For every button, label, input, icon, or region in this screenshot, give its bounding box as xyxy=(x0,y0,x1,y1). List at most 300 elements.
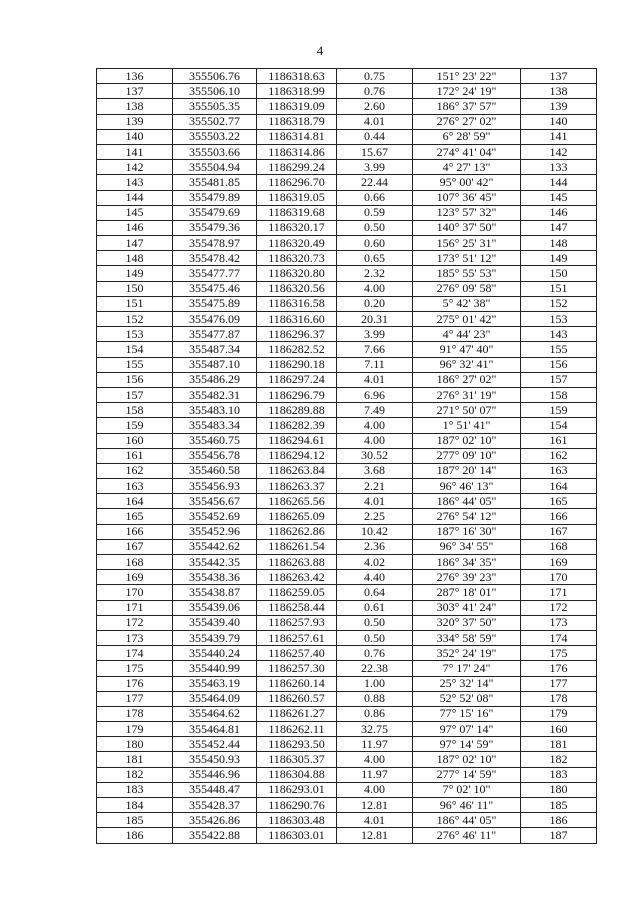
y-coordinate-cell: 1186257.30 xyxy=(257,661,337,676)
x-coordinate-cell: 355475.46 xyxy=(173,281,257,296)
table-row xyxy=(97,630,597,645)
bearing-cell: 186° 27' 02" xyxy=(413,372,521,387)
x-coordinate-cell: 355464.62 xyxy=(173,706,257,721)
x-coordinate-cell: 355464.81 xyxy=(173,722,257,737)
distance-cell: 3.99 xyxy=(337,327,413,342)
bearing-cell: 334° 58' 59" xyxy=(413,630,521,645)
distance-cell: 0.66 xyxy=(337,190,413,205)
next-point-cell: 155 xyxy=(521,342,597,357)
distance-cell: 4.00 xyxy=(337,433,413,448)
y-coordinate-cell: 1186299.24 xyxy=(257,160,337,175)
y-coordinate-cell: 1186314.81 xyxy=(257,129,337,144)
point-number-cell: 157 xyxy=(97,387,173,402)
distance-cell: 15.67 xyxy=(337,144,413,159)
x-coordinate-cell: 355448.47 xyxy=(173,782,257,797)
table-row xyxy=(97,433,597,448)
table-row xyxy=(97,281,597,296)
next-point-cell: 166 xyxy=(521,509,597,524)
x-coordinate-cell: 355463.19 xyxy=(173,676,257,691)
bearing-cell: 1° 51' 41" xyxy=(413,418,521,433)
distance-cell: 0.61 xyxy=(337,600,413,615)
distance-cell: 4.02 xyxy=(337,555,413,570)
x-coordinate-cell: 355426.86 xyxy=(173,813,257,828)
point-number-cell: 163 xyxy=(97,479,173,494)
x-coordinate-cell: 355483.34 xyxy=(173,418,257,433)
distance-cell: 4.00 xyxy=(337,782,413,797)
table-row xyxy=(97,782,597,797)
y-coordinate-cell: 1186320.80 xyxy=(257,266,337,281)
distance-cell: 0.44 xyxy=(337,129,413,144)
distance-cell: 22.38 xyxy=(337,661,413,676)
x-coordinate-cell: 355487.10 xyxy=(173,357,257,372)
distance-cell: 3.68 xyxy=(337,463,413,478)
x-coordinate-cell: 355440.99 xyxy=(173,661,257,676)
point-number-cell: 162 xyxy=(97,463,173,478)
y-coordinate-cell: 1186290.18 xyxy=(257,357,337,372)
next-point-cell: 149 xyxy=(521,251,597,266)
point-number-cell: 161 xyxy=(97,448,173,463)
next-point-cell: 145 xyxy=(521,190,597,205)
distance-cell: 2.32 xyxy=(337,266,413,281)
point-number-cell: 170 xyxy=(97,585,173,600)
y-coordinate-cell: 1186303.48 xyxy=(257,813,337,828)
y-coordinate-cell: 1186319.05 xyxy=(257,190,337,205)
distance-cell: 0.50 xyxy=(337,220,413,235)
next-point-cell: 181 xyxy=(521,737,597,752)
bearing-cell: 186° 34' 35" xyxy=(413,555,521,570)
distance-cell: 12.81 xyxy=(337,798,413,813)
bearing-cell: 276° 09' 58" xyxy=(413,281,521,296)
bearing-cell: 97° 07' 14" xyxy=(413,722,521,737)
y-coordinate-cell: 1186316.60 xyxy=(257,312,337,327)
y-coordinate-cell: 1186265.09 xyxy=(257,509,337,524)
distance-cell: 0.76 xyxy=(337,646,413,661)
y-coordinate-cell: 1186320.49 xyxy=(257,236,337,251)
table-row xyxy=(97,296,597,311)
y-coordinate-cell: 1186265.56 xyxy=(257,494,337,509)
y-coordinate-cell: 1186303.01 xyxy=(257,828,337,843)
distance-cell: 4.00 xyxy=(337,418,413,433)
distance-cell: 0.76 xyxy=(337,84,413,99)
point-number-cell: 177 xyxy=(97,691,173,706)
table-row xyxy=(97,372,597,387)
bearing-cell: 96° 34' 55" xyxy=(413,539,521,554)
x-coordinate-cell: 355452.69 xyxy=(173,509,257,524)
x-coordinate-cell: 355446.96 xyxy=(173,767,257,782)
table-row xyxy=(97,144,597,159)
bearing-cell: 7° 02' 10" xyxy=(413,782,521,797)
next-point-cell: 146 xyxy=(521,205,597,220)
point-number-cell: 159 xyxy=(97,418,173,433)
bearing-cell: 96° 46' 13" xyxy=(413,479,521,494)
bearing-cell: 274° 41' 04" xyxy=(413,144,521,159)
bearing-cell: 91° 47' 40" xyxy=(413,342,521,357)
y-coordinate-cell: 1186257.61 xyxy=(257,630,337,645)
distance-cell: 0.86 xyxy=(337,706,413,721)
x-coordinate-cell: 355503.66 xyxy=(173,144,257,159)
distance-cell: 30.52 xyxy=(337,448,413,463)
point-number-cell: 184 xyxy=(97,798,173,813)
table-row xyxy=(97,236,597,251)
point-number-cell: 172 xyxy=(97,615,173,630)
table-row xyxy=(97,737,597,752)
table-row xyxy=(97,539,597,554)
next-point-cell: 142 xyxy=(521,144,597,159)
y-coordinate-cell: 1186320.73 xyxy=(257,251,337,266)
table-row xyxy=(97,676,597,691)
x-coordinate-cell: 355456.93 xyxy=(173,479,257,494)
next-point-cell: 187 xyxy=(521,828,597,843)
bearing-cell: 140° 37' 50" xyxy=(413,220,521,235)
next-point-cell: 158 xyxy=(521,387,597,402)
table-row xyxy=(97,69,597,84)
x-coordinate-cell: 355439.40 xyxy=(173,615,257,630)
bearing-cell: 107° 36' 45" xyxy=(413,190,521,205)
x-coordinate-cell: 355503.22 xyxy=(173,129,257,144)
bearing-cell: 352° 24' 19" xyxy=(413,646,521,661)
distance-cell: 7.66 xyxy=(337,342,413,357)
point-number-cell: 141 xyxy=(97,144,173,159)
distance-cell: 2.36 xyxy=(337,539,413,554)
point-number-cell: 176 xyxy=(97,676,173,691)
x-coordinate-cell: 355479.69 xyxy=(173,205,257,220)
point-number-cell: 139 xyxy=(97,114,173,129)
next-point-cell: 148 xyxy=(521,236,597,251)
y-coordinate-cell: 1186319.68 xyxy=(257,205,337,220)
x-coordinate-cell: 355428.37 xyxy=(173,798,257,813)
x-coordinate-cell: 355439.79 xyxy=(173,630,257,645)
table-row xyxy=(97,828,597,843)
next-point-cell: 178 xyxy=(521,691,597,706)
bearing-cell: 303° 41' 24" xyxy=(413,600,521,615)
next-point-cell: 141 xyxy=(521,129,597,144)
x-coordinate-cell: 355477.87 xyxy=(173,327,257,342)
table-row xyxy=(97,691,597,706)
y-coordinate-cell: 1186296.70 xyxy=(257,175,337,190)
x-coordinate-cell: 355479.36 xyxy=(173,220,257,235)
y-coordinate-cell: 1186296.37 xyxy=(257,327,337,342)
bearing-cell: 95° 00' 42" xyxy=(413,175,521,190)
x-coordinate-cell: 355479.89 xyxy=(173,190,257,205)
next-point-cell: 177 xyxy=(521,676,597,691)
table-row xyxy=(97,114,597,129)
x-coordinate-cell: 355483.10 xyxy=(173,403,257,418)
point-number-cell: 186 xyxy=(97,828,173,843)
y-coordinate-cell: 1186289.88 xyxy=(257,403,337,418)
y-coordinate-cell: 1186293.01 xyxy=(257,782,337,797)
distance-cell: 1.00 xyxy=(337,676,413,691)
distance-cell: 0.65 xyxy=(337,251,413,266)
distance-cell: 4.00 xyxy=(337,281,413,296)
next-point-cell: 160 xyxy=(521,722,597,737)
x-coordinate-cell: 355438.87 xyxy=(173,585,257,600)
point-number-cell: 155 xyxy=(97,357,173,372)
x-coordinate-cell: 355440.24 xyxy=(173,646,257,661)
next-point-cell: 137 xyxy=(521,69,597,84)
point-number-cell: 150 xyxy=(97,281,173,296)
y-coordinate-cell: 1186294.61 xyxy=(257,433,337,448)
next-point-cell: 180 xyxy=(521,782,597,797)
point-number-cell: 181 xyxy=(97,752,173,767)
table-row xyxy=(97,706,597,721)
table-row xyxy=(97,752,597,767)
distance-cell: 4.01 xyxy=(337,114,413,129)
bearing-cell: 277° 14' 59" xyxy=(413,767,521,782)
bearing-cell: 276° 54' 12" xyxy=(413,509,521,524)
y-coordinate-cell: 1186318.63 xyxy=(257,69,337,84)
next-point-cell: 169 xyxy=(521,555,597,570)
bearing-cell: 97° 14' 59" xyxy=(413,737,521,752)
next-point-cell: 152 xyxy=(521,296,597,311)
table-row xyxy=(97,585,597,600)
table-row xyxy=(97,190,597,205)
point-number-cell: 171 xyxy=(97,600,173,615)
x-coordinate-cell: 355477.77 xyxy=(173,266,257,281)
point-number-cell: 173 xyxy=(97,630,173,645)
table-row xyxy=(97,205,597,220)
bearing-cell: 320° 37' 50" xyxy=(413,615,521,630)
distance-cell: 4.00 xyxy=(337,752,413,767)
point-number-cell: 169 xyxy=(97,570,173,585)
bearing-cell: 187° 02' 10" xyxy=(413,433,521,448)
point-number-cell: 142 xyxy=(97,160,173,175)
table-row xyxy=(97,312,597,327)
table-row xyxy=(97,509,597,524)
table-row xyxy=(97,251,597,266)
x-coordinate-cell: 355506.76 xyxy=(173,69,257,84)
x-coordinate-cell: 355450.93 xyxy=(173,752,257,767)
x-coordinate-cell: 355422.88 xyxy=(173,828,257,843)
distance-cell: 0.64 xyxy=(337,585,413,600)
point-number-cell: 140 xyxy=(97,129,173,144)
distance-cell: 11.97 xyxy=(337,737,413,752)
table-row xyxy=(97,327,597,342)
point-number-cell: 158 xyxy=(97,403,173,418)
distance-cell: 10.42 xyxy=(337,524,413,539)
next-point-cell: 153 xyxy=(521,312,597,327)
y-coordinate-cell: 1186261.54 xyxy=(257,539,337,554)
distance-cell: 32.75 xyxy=(337,722,413,737)
x-coordinate-cell: 355442.35 xyxy=(173,555,257,570)
next-point-cell: 182 xyxy=(521,752,597,767)
next-point-cell: 162 xyxy=(521,448,597,463)
x-coordinate-cell: 355442.62 xyxy=(173,539,257,554)
x-coordinate-cell: 355478.97 xyxy=(173,236,257,251)
y-coordinate-cell: 1186259.05 xyxy=(257,585,337,600)
x-coordinate-cell: 355487.34 xyxy=(173,342,257,357)
table-row xyxy=(97,646,597,661)
distance-cell: 0.75 xyxy=(337,69,413,84)
bearing-cell: 172° 24' 19" xyxy=(413,84,521,99)
x-coordinate-cell: 355506.10 xyxy=(173,84,257,99)
y-coordinate-cell: 1186293.50 xyxy=(257,737,337,752)
point-number-cell: 185 xyxy=(97,813,173,828)
table-row xyxy=(97,403,597,418)
distance-cell: 0.50 xyxy=(337,630,413,645)
distance-cell: 4.40 xyxy=(337,570,413,585)
y-coordinate-cell: 1186263.42 xyxy=(257,570,337,585)
distance-cell: 4.01 xyxy=(337,494,413,509)
distance-cell: 22.44 xyxy=(337,175,413,190)
y-coordinate-cell: 1186282.52 xyxy=(257,342,337,357)
next-point-cell: 140 xyxy=(521,114,597,129)
bearing-cell: 25° 32' 14" xyxy=(413,676,521,691)
bearing-cell: 123° 57' 32" xyxy=(413,205,521,220)
bearing-cell: 186° 37' 57" xyxy=(413,99,521,114)
next-point-cell: 186 xyxy=(521,813,597,828)
table-row xyxy=(97,84,597,99)
bearing-cell: 187° 20' 14" xyxy=(413,463,521,478)
bearing-cell: 187° 16' 30" xyxy=(413,524,521,539)
bearing-cell: 5° 42' 38" xyxy=(413,296,521,311)
bearing-cell: 186° 44' 05" xyxy=(413,494,521,509)
y-coordinate-cell: 1186320.17 xyxy=(257,220,337,235)
next-point-cell: 173 xyxy=(521,615,597,630)
point-number-cell: 136 xyxy=(97,69,173,84)
next-point-cell: 138 xyxy=(521,84,597,99)
bearing-cell: 276° 46' 11" xyxy=(413,828,521,843)
table-row xyxy=(97,813,597,828)
distance-cell: 11.97 xyxy=(337,767,413,782)
y-coordinate-cell: 1186260.57 xyxy=(257,691,337,706)
next-point-cell: 176 xyxy=(521,661,597,676)
y-coordinate-cell: 1186261.27 xyxy=(257,706,337,721)
table-row xyxy=(97,266,597,281)
bearing-cell: 6° 28' 59" xyxy=(413,129,521,144)
point-number-cell: 174 xyxy=(97,646,173,661)
bearing-cell: 156° 25' 31" xyxy=(413,236,521,251)
point-number-cell: 160 xyxy=(97,433,173,448)
next-point-cell: 156 xyxy=(521,357,597,372)
bearing-cell: 276° 39' 23" xyxy=(413,570,521,585)
distance-cell: 4.01 xyxy=(337,372,413,387)
next-point-cell: 151 xyxy=(521,281,597,296)
bearing-cell: 4° 44' 23" xyxy=(413,327,521,342)
table-row xyxy=(97,342,597,357)
table-row xyxy=(97,524,597,539)
y-coordinate-cell: 1186297.24 xyxy=(257,372,337,387)
point-number-cell: 148 xyxy=(97,251,173,266)
coordinates-table-body xyxy=(97,69,597,844)
next-point-cell: 164 xyxy=(521,479,597,494)
next-point-cell: 168 xyxy=(521,539,597,554)
next-point-cell: 175 xyxy=(521,646,597,661)
table-row xyxy=(97,160,597,175)
table-row xyxy=(97,555,597,570)
bearing-cell: 185° 55' 53" xyxy=(413,266,521,281)
y-coordinate-cell: 1186305.37 xyxy=(257,752,337,767)
next-point-cell: 161 xyxy=(521,433,597,448)
y-coordinate-cell: 1186319.09 xyxy=(257,99,337,114)
next-point-cell: 139 xyxy=(521,99,597,114)
x-coordinate-cell: 355460.75 xyxy=(173,433,257,448)
distance-cell: 4.01 xyxy=(337,813,413,828)
bearing-cell: 52° 52' 08" xyxy=(413,691,521,706)
point-number-cell: 144 xyxy=(97,190,173,205)
y-coordinate-cell: 1186263.88 xyxy=(257,555,337,570)
next-point-cell: 154 xyxy=(521,418,597,433)
distance-cell: 0.59 xyxy=(337,205,413,220)
table-row xyxy=(97,615,597,630)
point-number-cell: 167 xyxy=(97,539,173,554)
x-coordinate-cell: 355460.58 xyxy=(173,463,257,478)
bearing-cell: 275° 01' 42" xyxy=(413,312,521,327)
point-number-cell: 151 xyxy=(97,296,173,311)
table-row xyxy=(97,661,597,676)
bearing-cell: 151° 23' 22" xyxy=(413,69,521,84)
y-coordinate-cell: 1186294.12 xyxy=(257,448,337,463)
table-row xyxy=(97,600,597,615)
point-number-cell: 164 xyxy=(97,494,173,509)
point-number-cell: 180 xyxy=(97,737,173,752)
bearing-cell: 276° 27' 02" xyxy=(413,114,521,129)
bearing-cell: 276° 31' 19" xyxy=(413,387,521,402)
bearing-cell: 271° 50' 07" xyxy=(413,403,521,418)
y-coordinate-cell: 1186262.11 xyxy=(257,722,337,737)
table-row xyxy=(97,479,597,494)
next-point-cell: 185 xyxy=(521,798,597,813)
table-row xyxy=(97,129,597,144)
table-row xyxy=(97,494,597,509)
next-point-cell: 171 xyxy=(521,585,597,600)
y-coordinate-cell: 1186258.44 xyxy=(257,600,337,615)
distance-cell: 2.60 xyxy=(337,99,413,114)
distance-cell: 2.21 xyxy=(337,479,413,494)
y-coordinate-cell: 1186263.37 xyxy=(257,479,337,494)
bearing-cell: 173° 51' 12" xyxy=(413,251,521,266)
point-number-cell: 178 xyxy=(97,706,173,721)
bearing-cell: 77° 15' 16" xyxy=(413,706,521,721)
bearing-cell: 277° 09' 10" xyxy=(413,448,521,463)
x-coordinate-cell: 355476.09 xyxy=(173,312,257,327)
point-number-cell: 175 xyxy=(97,661,173,676)
y-coordinate-cell: 1186257.93 xyxy=(257,615,337,630)
next-point-cell: 163 xyxy=(521,463,597,478)
point-number-cell: 146 xyxy=(97,220,173,235)
bearing-cell: 187° 02' 10" xyxy=(413,752,521,767)
distance-cell: 6.96 xyxy=(337,387,413,402)
y-coordinate-cell: 1186296.79 xyxy=(257,387,337,402)
point-number-cell: 153 xyxy=(97,327,173,342)
next-point-cell: 167 xyxy=(521,524,597,539)
table-row xyxy=(97,798,597,813)
distance-cell: 7.11 xyxy=(337,357,413,372)
next-point-cell: 179 xyxy=(521,706,597,721)
table-row xyxy=(97,418,597,433)
next-point-cell: 165 xyxy=(521,494,597,509)
point-number-cell: 145 xyxy=(97,205,173,220)
distance-cell: 20.31 xyxy=(337,312,413,327)
y-coordinate-cell: 1186290.76 xyxy=(257,798,337,813)
y-coordinate-cell: 1186263.84 xyxy=(257,463,337,478)
y-coordinate-cell: 1186318.79 xyxy=(257,114,337,129)
distance-cell: 12.81 xyxy=(337,828,413,843)
bearing-cell: 96° 32' 41" xyxy=(413,357,521,372)
point-number-cell: 165 xyxy=(97,509,173,524)
point-number-cell: 137 xyxy=(97,84,173,99)
bearing-cell: 7° 17' 24" xyxy=(413,661,521,676)
table-row xyxy=(97,357,597,372)
coordinates-table xyxy=(96,68,597,844)
x-coordinate-cell: 355439.06 xyxy=(173,600,257,615)
bearing-cell: 96° 46' 11" xyxy=(413,798,521,813)
x-coordinate-cell: 355478.42 xyxy=(173,251,257,266)
x-coordinate-cell: 355452.96 xyxy=(173,524,257,539)
next-point-cell: 157 xyxy=(521,372,597,387)
next-point-cell: 147 xyxy=(521,220,597,235)
table-row xyxy=(97,220,597,235)
x-coordinate-cell: 355504.94 xyxy=(173,160,257,175)
